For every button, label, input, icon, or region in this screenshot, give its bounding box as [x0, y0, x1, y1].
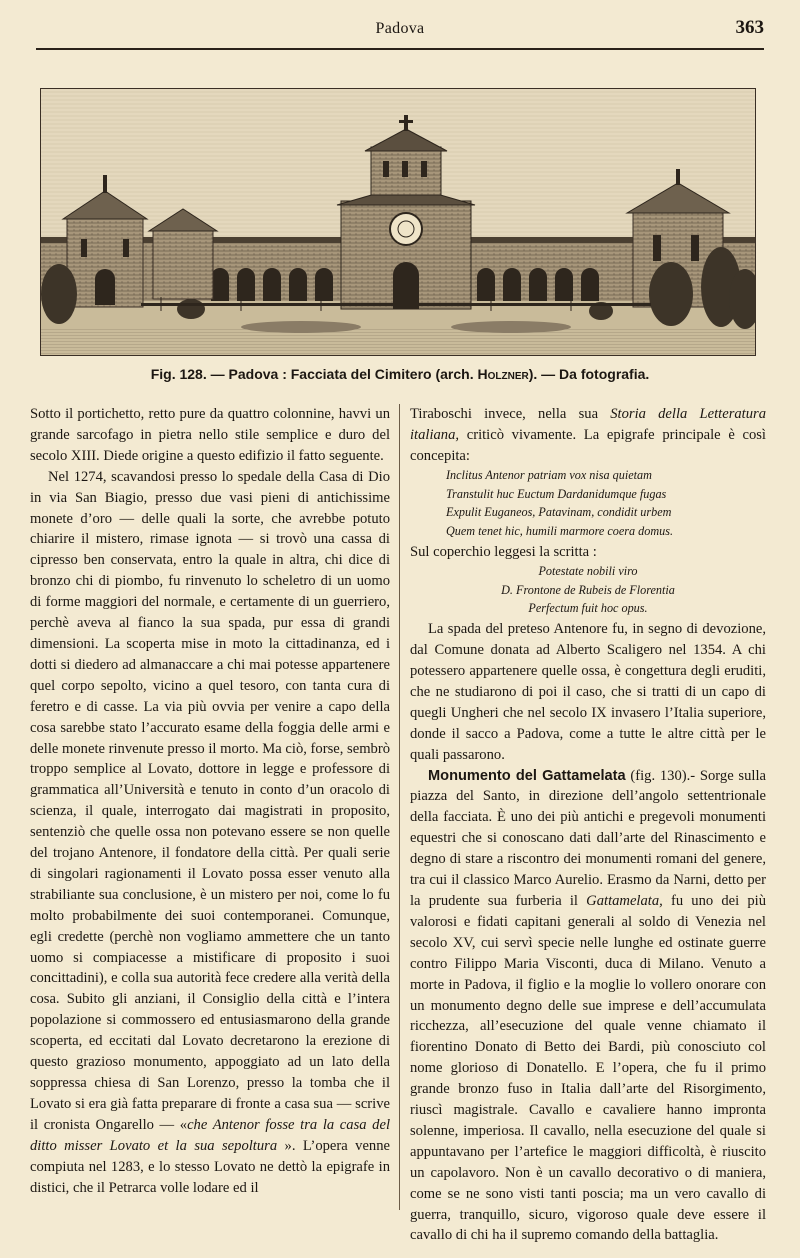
epigraph: [410, 467, 766, 540]
paragraph-text: Nel 1274, scavandosi presso lo spedale della Casa di Dio in via San Biagio, presso due vasi pieni di antichissime monete d’oro — delle quali la sorte, che avrebbe potuto chiarire il mistero, rimase ignota — si trovò una cassa di cipresso ben conservata, entro la quale in altra, chi dice di bronzo chi di piombo, fu rinvenuto lo scheletro di un uomo di forme maggiori del normale, e certamente di un guerriero, perchè aveva al fianco la sua spada, pur essa di grandi dimensioni. La scoperta mise in moto la cittadinanza, ed i dotti si diedero ad almanaccare a chi mai potesse appartenere quel corpo sepolto, vicino a quel tesoro, con tanta cura di feretro e di casse. La via più ovvia per venire a capo della cosa sarebbe stato l’accurato esame della foggia delle armi e delle monete rinvenute presso il morto. Ma ciò, forse, sembrò troppo semplice al Lovato, dottore in legge e professore di grammatica all’Università e tenuto in conto d’un oracolo di scienza, il quale, interrogato dai magistrati in proposito, sentenziò che quelle ossa non potevano essere se non quelle del trojano Antenore, il fondatore della città. Per quali serie di singolari ragionamenti il Lovato possa esser venuto alla strabiliante sua conclusione, è un mistero per noi, come lo fu molto probabilmente dei suoi contemporanei. Comunque, egli credette (perchè non vogliamo ammettere che un tanto uomo si compiacesse a mistificare di proposito i suoi concittadini), e colla sua autorità fece credere alla verità della cosa. Subito gli anziani, il Consiglio della città e l’intera popolazione si commossero ed entusiasmarono della grande scoperta, ed eccitati dal Lovato decretarono la erezione di questo grazioso monumento, appoggiato ad un lato della soppressa chiesa di San Lorenzo, presso la tomba che il Lovato si era già fatta preparare di fronte a casa sua — scrive il cronista Ongarello — «: [30, 468, 390, 1133]
page-number: 363: [735, 17, 764, 38]
paragraph: Sotto il portichetto, retto pure da quattro colonnine, havvi un grande sarcofago in pietra nello stile semplice e duro del secolo XIII. Diede origine a questo edifizio il fatto seguente.: [30, 406, 390, 464]
figure-label: Fig. 128.: [150, 366, 207, 382]
figure-reference: (fig. 130).: [630, 767, 691, 784]
page-header: [36, 14, 764, 44]
inscription-line: Potestate nobili viro: [538, 563, 638, 578]
paragraph: [410, 404, 766, 467]
paragraph-text: - Sorge sulla piazza del Santo, in direzione dell’angolo settentrionale della facciata. È uno dei più antichi e pregevoli monumenti equestri che si conoscano dati dall’arte del Rinascimento e degno di stare a riscontro dei monumenti romani del genere, tra cui il classico Marco Aurelio. Erasmo da Narni, detto per la prudente sua furberia il: [410, 767, 766, 909]
left-column: [30, 404, 390, 1198]
epigraph-line: Expulit Euganeos, Patavinam, condidit urbem: [446, 505, 672, 520]
paragraph-text: criticò vivamente. La epigrafe principale è così concepita:: [410, 426, 766, 464]
paragraph: Sul coperchio leggesi la scritta :: [410, 543, 597, 560]
paragraph: [30, 467, 390, 1199]
book-title: Storia della Letteratura italiana,: [410, 406, 766, 443]
figure-caption-text: — Padova : Facciata del Cimitero (arch.: [210, 366, 474, 382]
paragraph: La spada del preteso Antenore fu, in segno di devozione, dal Comune donata ad Alberto Scaligero nel 1354. A chi potessero appartenere quelle ossa, è congettura degli eruditi, che ne studiarono di poi il caso, che si tratti di un capo di quegli Ungheri che nel secolo IX invasero l’Italia superiore, donde il sacco a Padova, come a tutte le altre città per le quali passarono.: [410, 621, 766, 763]
cemetery-facade-engraving: [40, 88, 756, 356]
right-column: [410, 404, 766, 1246]
figure-caption-tail: ). — Da fotografia.: [528, 366, 650, 382]
epigraph-line: Quem tenet hic, humili marmore coera domus.: [446, 524, 674, 539]
column-divider: [399, 404, 400, 1210]
inscription-line: Perfectum fuit hoc opus.: [528, 601, 648, 616]
paragraph-text: fu uno dei più valorosi e fidati capitani generali al soldo di Venezia nel secolo XV, cui servì specie nelle lunghe ed ostinate guerre contro Filippo Maria Visconti, duca di Milano. Venuto a morte in Padova, il figlio e la moglie lo vollero onorare con un monumento degno delle sue imprese e dell’accumulata ricchezza, all’esecuzione del quale venne chiamato il fiorentino Donato di Betto dei Bardi, più conosciuto col nome glorioso di Donatello. E l’opera, che fu il primo grande bronzo fuso in Italia dall’arte del Risorgimento, riuscì magistrale. Cavallo e cavaliere hanno impronta solenne, imperiosa. Il cavallo, nella esecuzione del quale si appuntavano per l’artefice le maggiori difficoltà, è riuscito un capolavoro. Non è un cavallo decorativo o di maniera, come se ne sono visti tanti poscia; ma un vero cavallo di guerra, tranquillo, sicuro, vigoroso quale deve essere il cavallo di chi ha il supremo comando della battaglia.: [410, 892, 766, 1244]
epigraph-line: Inclitus Antenor patriam vox nisa quietam: [446, 467, 652, 482]
paragraph: [410, 766, 766, 1247]
epigraph-line: Transtulit huc Euctum Dardanidumque fugas: [446, 486, 667, 501]
paragraph-text: ». L’opera venne compiuta nel 1283, e lo stesso Lovato ne dettò la epigrafe in distici, che il Petrarca volle lodare ed il: [30, 1137, 390, 1196]
figure-caption: [36, 366, 764, 382]
lid-inscription: [410, 563, 766, 617]
paragraph-text: Tiraboschi invece, nella sua: [410, 406, 599, 422]
inscription-line: D. Frontone de Rubeis de Florentia: [501, 582, 675, 597]
nickname: Gattamelata,: [586, 892, 663, 909]
header-rule: [36, 48, 764, 50]
chronicle-quote: che Antenor fosse tra la casa del ditto misser Lovato et la sua sepoltura: [30, 1116, 391, 1154]
section-heading: Monumento del Gattamelata: [428, 767, 626, 784]
running-title: Padova: [375, 20, 425, 37]
figure-architect: Holzner: [477, 366, 529, 382]
